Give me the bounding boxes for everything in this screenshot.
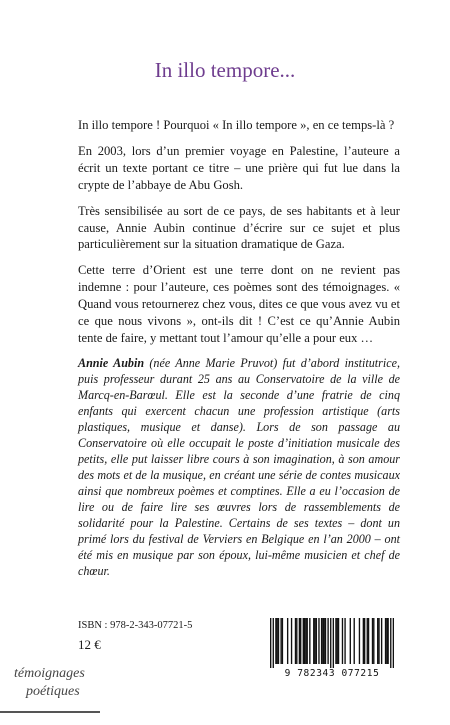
barcode-bar [359, 618, 360, 664]
barcode-bar [300, 618, 301, 664]
barcode-bar [299, 618, 300, 664]
barcode-bar [322, 618, 323, 664]
barcode-bar [335, 618, 336, 664]
barcode-bar [393, 618, 394, 668]
barcode-bar [387, 618, 388, 664]
blurb-paragraph: En 2003, lors d’un premier voyage en Palestine, l’auteure a écrit un texte portant ce titre – une prière qui fut lue dans la crypte de l’abbaye de Abu Gosh. [78, 143, 400, 192]
barcode-bar [372, 618, 373, 664]
barcode-bar [377, 618, 378, 664]
barcode-bar [304, 618, 305, 664]
barcode-bar [282, 618, 283, 664]
book-title: In illo tempore... [154, 58, 296, 82]
isbn: ISBN : 978-2-343-07721-5 [78, 620, 193, 631]
barcode-bar [321, 618, 322, 664]
price: 12 € [78, 637, 101, 652]
barcode-bar [342, 618, 343, 664]
barcode-bar [287, 618, 288, 664]
barcode-number: 9 782343 077215 [284, 668, 380, 679]
barcode-bar [378, 618, 379, 664]
blurb [78, 117, 400, 356]
barcode-bar [373, 618, 374, 664]
barcode-bar [337, 618, 338, 664]
barcode-bar [295, 618, 296, 664]
blurb-paragraph: Cette terre d’Orient est une terre dont on ne revient pas indemne : pour l’auteure, ces poèmes sont des témoignages. « Quand vous retournerez chez vous, dites ce que vous avez vu et ce que nous vivons », ont-ils dit ! C’est ce qu’Annie Aubin tente de faire, y mettant tout l’amour qu’elle a pour eux … [78, 263, 400, 345]
collection-name-line2: poétiques [26, 684, 80, 699]
barcode-bar [278, 618, 279, 664]
barcode-bar [307, 618, 308, 664]
barcode-bar [386, 618, 387, 664]
collection-name-line1: témoignages [14, 666, 85, 681]
barcode-bar [314, 618, 315, 664]
barcode-bar [291, 618, 292, 664]
barcode-bar [316, 618, 317, 664]
barcode-bar [277, 618, 278, 664]
barcode-bar [309, 618, 310, 664]
barcode-bar [330, 618, 331, 668]
author-bio-text: (née Anne Marie Pruvot) fut d’abord institutrice, puis professeur durant 25 ans au Conservatoire de la ville de Marcq-en-Barœul. Elle est la seconde d’une fratrie de cinq enfants qui exercent chacun une profession artistique (arts plastiques, musique et danse). Lors de son passage au Conservatoire où elle occupait le poste d’initiation musicale des petits, elle put laisser libre cours à son imagination, à son amour des mots et de la musique, en créant une série de contes musicaux ainsi que nombreux poèmes et comptines. Elle a eu l’occasion de lire ou de faire lire ses œuvres lors de rassemblements de solidarité pour la Palestine. Certains de ses textes – dont un primé lors du festival de Verviers en Belgique en l’an 2000 – ont été mis en musique par son époux, lui-même musicien et chef de chœur. [78, 356, 400, 578]
author-bio [78, 355, 400, 579]
blurb-paragraph: Très sensibilisée au sort de ce pays, de ses habitants et à leur cause, Annie Aubin continue d’écrire sur ce sujet et plus particulièrement sur la situation dramatique de Gaza. [78, 203, 400, 252]
barcode-bar [327, 618, 328, 664]
barcode-bar [275, 618, 276, 664]
barcode-bars [270, 618, 394, 668]
barcode-bar [364, 618, 365, 664]
author-name: Annie Aubin [78, 356, 145, 370]
barcode-bar [390, 618, 391, 668]
barcode-bar [324, 618, 325, 664]
barcode-bar [350, 618, 351, 664]
barcode-bar [368, 618, 369, 664]
barcode-bar [367, 618, 368, 664]
barcode-bar [270, 618, 271, 668]
barcode [262, 618, 402, 682]
collection-logo [0, 662, 90, 722]
barcode-bar [363, 618, 364, 664]
collection-rule [0, 711, 100, 713]
barcode-bar [333, 618, 334, 668]
barcode-bar [318, 618, 319, 664]
barcode-bar [305, 618, 306, 664]
barcode-bar [325, 618, 326, 664]
barcode-bar [354, 618, 355, 664]
barcode-bar [313, 618, 314, 664]
blurb-paragraph: In illo tempore ! Pourquoi « In illo tempore », en ce temps-là ? [78, 118, 395, 132]
barcode-bar [280, 618, 281, 664]
barcode-bar [273, 618, 274, 668]
barcode-bar [303, 618, 304, 664]
barcode-bar [344, 618, 345, 664]
barcode-bar [296, 618, 297, 664]
barcode-bar [338, 618, 339, 664]
barcode-bar [385, 618, 386, 664]
barcode-bar [381, 618, 382, 664]
